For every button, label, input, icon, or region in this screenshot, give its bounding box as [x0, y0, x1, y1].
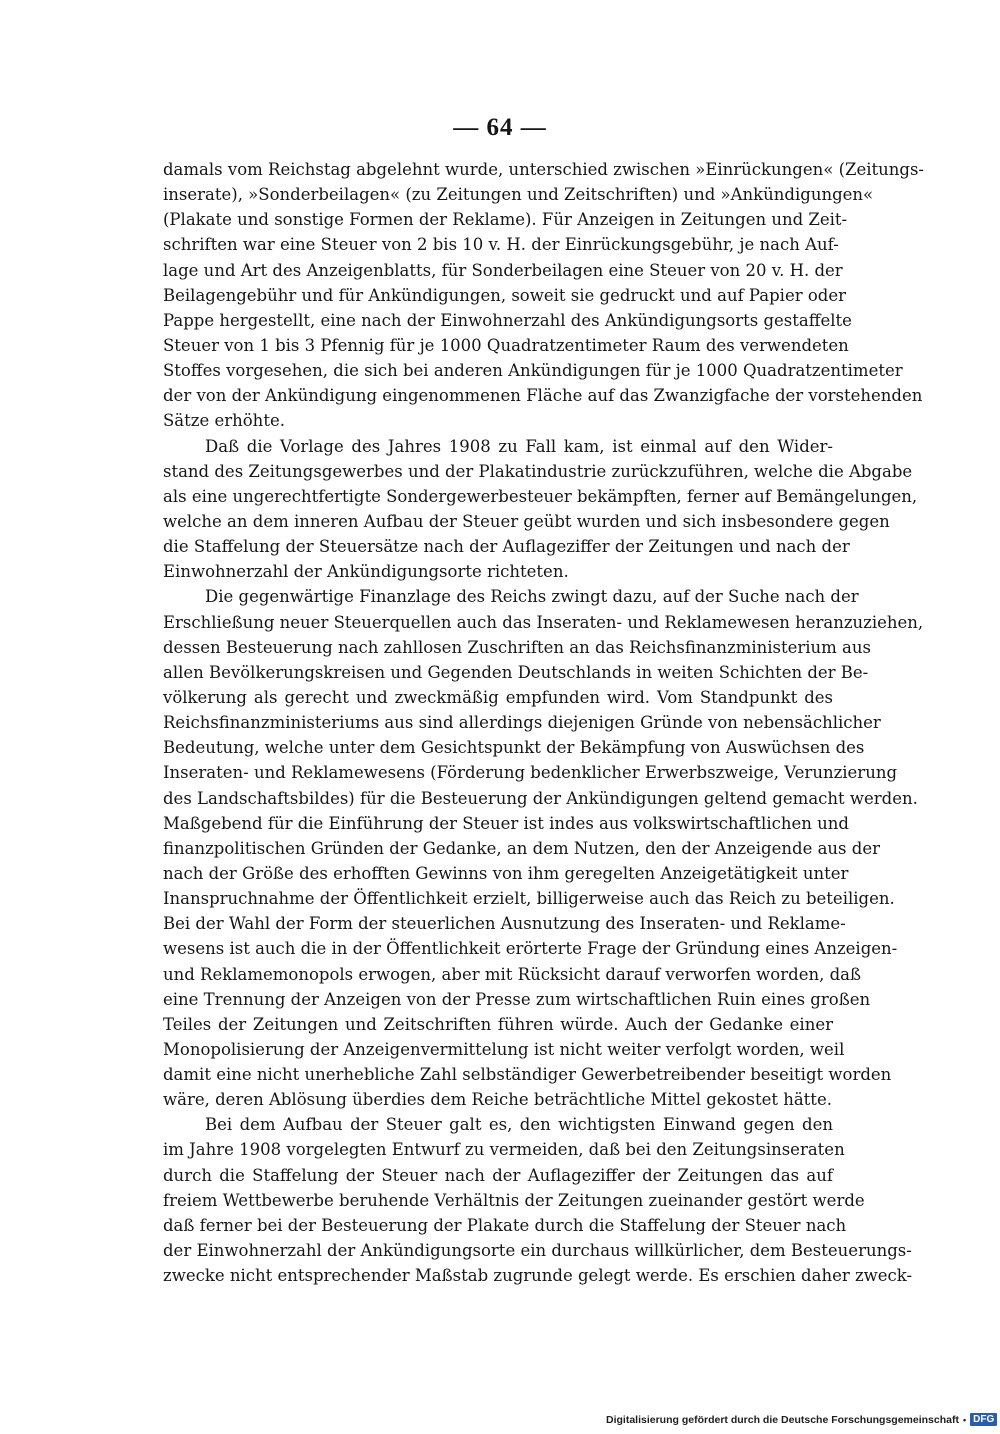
document-body	[163, 157, 925, 1288]
text-line: finanzpolitischen Gründen der Gedanke, an dem Nutzen, den der Anzeigende aus der	[163, 838, 880, 858]
text-line: als eine ungerechtfertigte Sondergewerbesteuer bekämpften, ferner auf Bemängelungen,	[163, 486, 918, 506]
text-line: freiem Wettbewerbe beruhende Verhältnis der Zeitungen zueinander gestört werde	[163, 1190, 865, 1210]
text-line: Inanspruchnahme der Öffentlichkeit erzielt, billigerweise auch das Reich zu beteiligen.	[163, 889, 895, 909]
text-line: durch die Staffelung der Steuer nach der Auflageziffer der Zeitungen das auf	[163, 1165, 833, 1185]
text-line: stand des Zeitungsgewerbes und der Plakatindustrie zurückzuführen, welche die Abgabe	[163, 461, 913, 481]
text-line: daß ferner bei der Besteuerung der Plakate durch die Staffelung der Steuer nach	[163, 1215, 847, 1235]
text-line: Reichsfinanzministeriums aus sind allerdings diejenigen Gründe von nebensächlicher	[163, 713, 881, 733]
text-line: damals vom Reichstag abgelehnt wurde, unterschied zwischen »Einrückungen« (Zeitungs-	[163, 160, 925, 179]
text-line: wesens ist auch die in der Öffentlichkeit erörterte Frage der Gründung eines Anzeigen-	[163, 939, 898, 959]
text-line: Bedeutung, welche unter dem Gesichtspunkt der Bekämpfung von Auswüchsen des	[163, 738, 865, 758]
text-line: dessen Besteuerung nach zahllosen Zuschriften an das Reichsfinanzministerium aus	[163, 637, 871, 657]
paragraph	[163, 1112, 913, 1288]
text-line: Einwohnerzahl der Ankündigungsorte richteten.	[163, 562, 569, 582]
text-line: wäre, deren Ablösung überdies dem Reiche beträchtliche Mittel gekostet hätte.	[163, 1090, 832, 1110]
text-line: Bei der Wahl der Form der steuerlichen Ausnutzung des Inseraten- und Reklame-	[163, 914, 846, 934]
text-line: lage und Art des Anzeigenblatts, für Sonderbeilagen eine Steuer von 20 v. H. der	[163, 260, 843, 280]
text-line: Beilagengebühr und für Ankündigungen, soweit sie gedruckt und auf Papier oder	[163, 285, 847, 305]
digitization-credit	[606, 1413, 997, 1426]
text-line: Erschließung neuer Steuerquellen auch das Inseraten- und Reklamewesen heranzuziehen,	[163, 612, 924, 632]
paragraph	[163, 434, 918, 585]
text-line: allen Bevölkerungskreisen und Gegenden Deutschlands in weiten Schichten der Be-	[163, 662, 869, 682]
text-line: zwecke nicht entsprechender Maßstab zugrunde gelegt werde. Es erschien daher zweck-	[163, 1266, 913, 1286]
text-line: Bei dem Aufbau der Steuer galt es, den wichtigsten Einwand gegen den	[205, 1115, 833, 1135]
text-line: damit eine nicht unerhebliche Zahl selbständiger Gewerbetreibender beseitigt worden	[163, 1065, 892, 1085]
text-line: Teiles der Zeitungen und Zeitschriften führen würde. Auch der Gedanke einer	[163, 1014, 833, 1034]
text-line: Stoffes vorgesehen, die sich bei anderen Ankündigungen für je 1000 Quadratzentimeter	[163, 361, 903, 381]
text-line: Daß die Vorlage des Jahres 1908 zu Fall kam, ist einmal auf den Wider-	[205, 436, 833, 456]
text-line: (Plakate und sonstige Formen der Reklame). Für Anzeigen in Zeitungen und Zeit-	[163, 210, 848, 230]
text-line: inserate), »Sonderbeilagen« (zu Zeitungen und Zeitschriften) und »Ankündigungen«	[163, 185, 874, 205]
text-line: und Reklamemonopols erwogen, aber mit Rücksicht darauf verworfen worden, daß	[163, 964, 861, 984]
text-line: Inseraten- und Reklamewesens (Förderung bedenklicher Erwerbszweige, Verunzierung	[163, 763, 898, 783]
text-line: nach der Größe des erhofften Gewinns von ihm geregelten Anzeigetätigkeit unter	[163, 863, 849, 883]
credit-text: Digitalisierung gefördert durch die Deutsche Forschungsgemeinschaft	[606, 1413, 959, 1426]
text-line: Die gegenwärtige Finanzlage des Reichs zwingt dazu, auf der Suche nach der	[205, 587, 859, 607]
text-line: Sätze erhöhte.	[163, 411, 285, 431]
text-line: Monopolisierung der Anzeigenvermittelung ist nicht weiter verfolgt worden, weil	[163, 1039, 845, 1059]
paragraph	[163, 157, 925, 434]
text-line: eine Trennung der Anzeigen von der Presse zum wirtschaftlichen Ruin eines großen	[163, 989, 871, 1009]
text-line: schriften war eine Steuer von 2 bis 10 v. H. der Einrückungsgebühr, je nach Auf-	[163, 235, 839, 255]
paragraph	[163, 584, 924, 1112]
text-line: im Jahre 1908 vorgelegten Entwurf zu vermeiden, daß bei den Zeitungsinseraten	[163, 1140, 845, 1160]
text-line: Steuer von 1 bis 3 Pfennig für je 1000 Quadratzentimeter Raum des verwendeten	[163, 335, 849, 355]
page-number: — 64 —	[453, 114, 547, 141]
dfg-logo: DFG	[970, 1413, 997, 1426]
text-line: welche an dem inneren Aufbau der Steuer geübt wurden und sich insbesondere gegen	[163, 511, 890, 531]
text-line: Maßgebend für die Einführung der Steuer ist indes aus volkswirtschaftlichen und	[163, 813, 849, 833]
text-line: des Landschaftsbildes) für die Besteuerung der Ankündigungen geltend gemacht werden.	[163, 788, 918, 808]
text-line: Pappe hergestellt, eine nach der Einwohnerzahl des Ankündigungsorts gestaffelte	[163, 310, 852, 330]
text-line: völkerung als gerecht und zweckmäßig empfunden wird. Vom Standpunkt des	[163, 687, 833, 707]
separator-dot: •	[962, 1414, 967, 1425]
text-line: der Einwohnerzahl der Ankündigungsorte ein durchaus willkürlicher, dem Besteuerungs-	[163, 1241, 912, 1261]
text-line: die Staffelung der Steuersätze nach der Auflageziffer der Zeitungen und nach der	[163, 537, 850, 557]
text-line: der von der Ankündigung eingenommenen Fläche auf das Zwanzigfache der vorstehenden	[163, 386, 923, 406]
